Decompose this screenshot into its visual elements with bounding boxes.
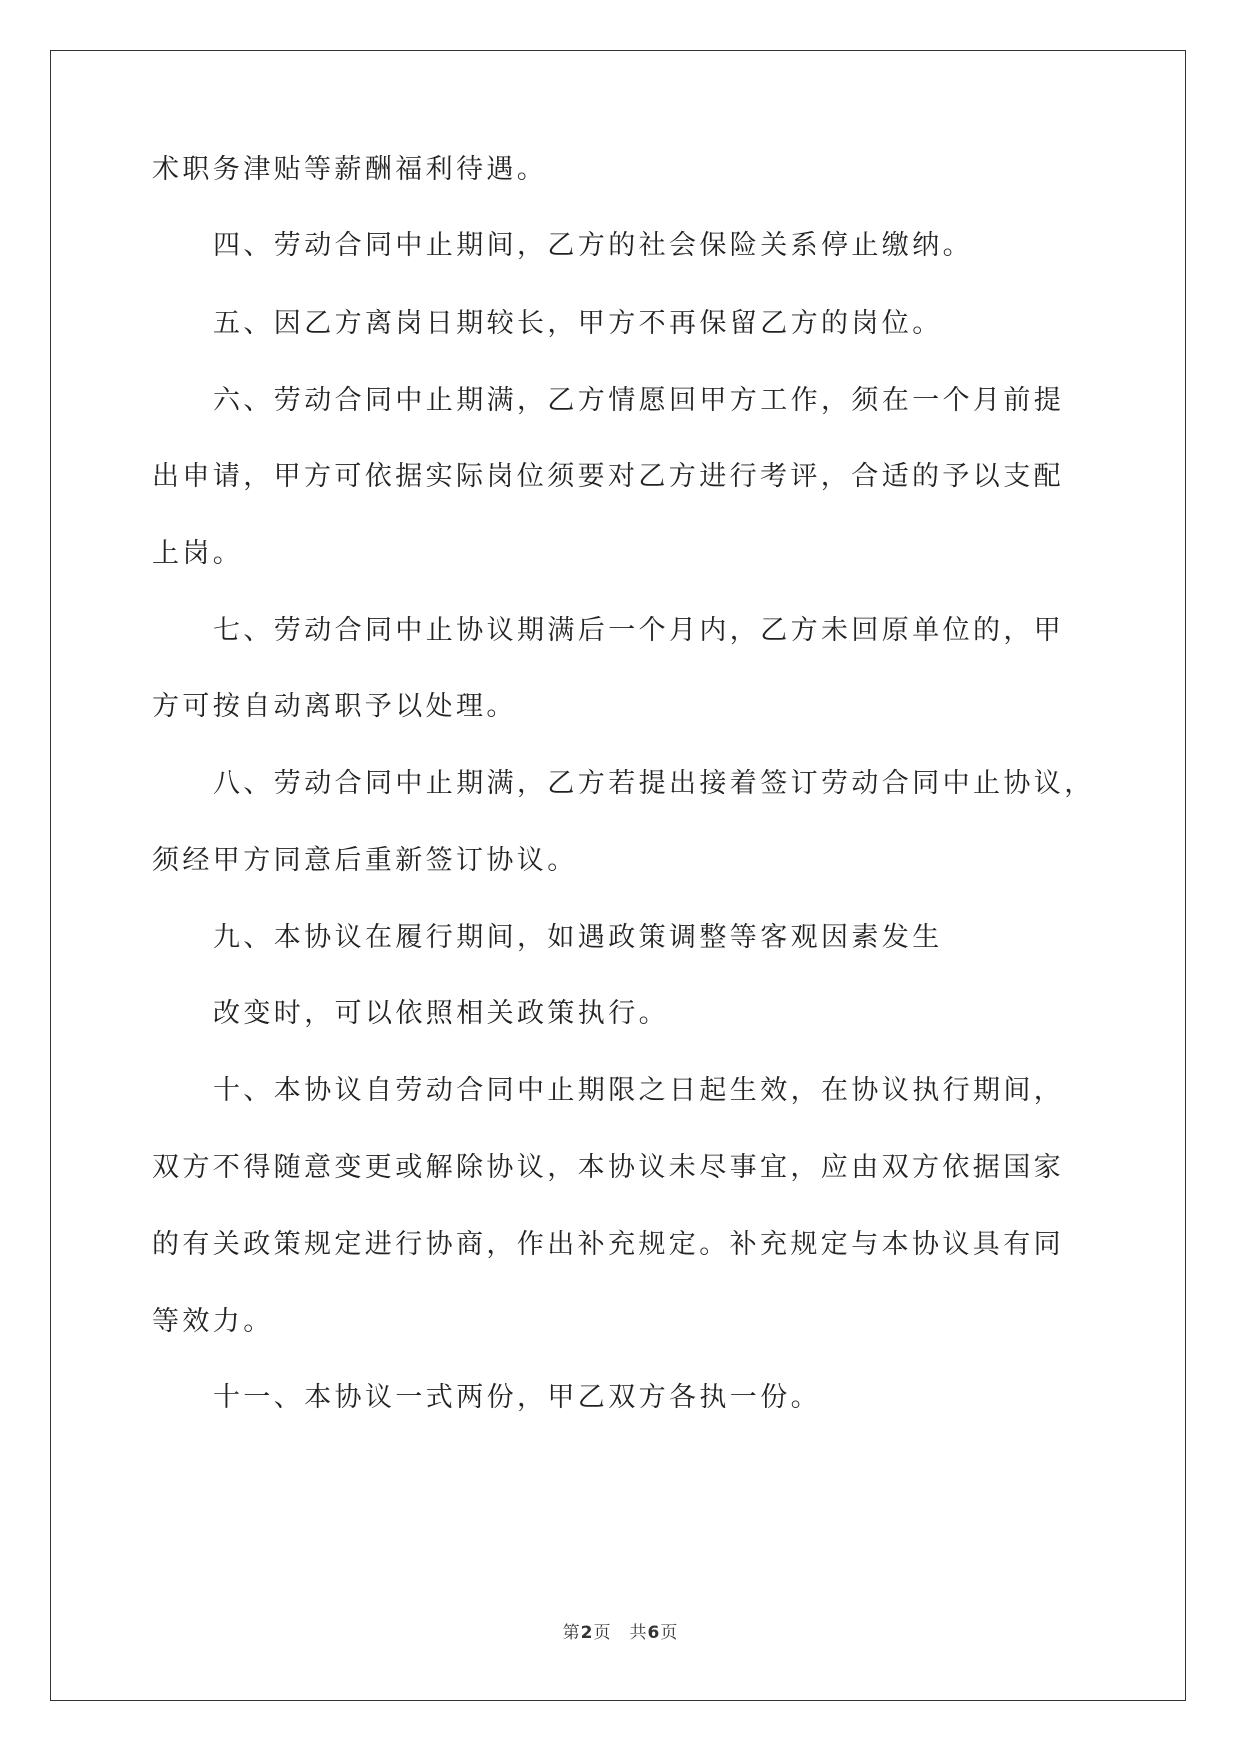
- total-pages: 6: [647, 1623, 661, 1643]
- text-line: 十、本协议自劳动合同中止期限之日起生效，在协议执行期间，: [213, 1075, 1065, 1106]
- text-line: 须经甲方同意后重新签订协议。: [152, 845, 578, 876]
- text-line: 等效力。: [152, 1306, 274, 1337]
- text-line: 九、本协议在履行期间，如遇政策调整等客观因素发生: [213, 922, 943, 953]
- text-line: 的有关政策规定进行协商，作出补充规定。补充规定与本协议具有同: [152, 1229, 1064, 1260]
- text-line: 四、劳动合同中止期间，乙方的社会保险关系停止缴纳。: [213, 230, 973, 261]
- total-suffix: 页: [660, 1623, 679, 1643]
- text-line: 十一、本协议一式两份，甲乙双方各执一份。: [213, 1382, 821, 1413]
- text-line: 方可按自动离职予以处理。: [152, 691, 517, 722]
- page-number: 2: [580, 1623, 594, 1643]
- text-line: 六、劳动合同中止期满，乙方情愿回甲方工作，须在一个月前提: [213, 385, 1065, 416]
- text-line: 七、劳动合同中止协议期满后一个月内，乙方未回原单位的，甲: [213, 615, 1065, 646]
- text-line: 五、因乙方离岗日期较长，甲方不再保留乙方的岗位。: [213, 308, 943, 339]
- text-line: 术职务津贴等薪酬福利待遇。: [152, 154, 548, 185]
- page-footer: [0, 1618, 1241, 1643]
- text-line: 上岗。: [152, 538, 244, 569]
- text-line: 八、劳动合同中止期满，乙方若提出接着签订劳动合同中止协议，: [213, 768, 1095, 799]
- text-line: 改变时，可以依照相关政策执行。: [213, 998, 669, 1029]
- total-prefix: 共: [629, 1623, 648, 1643]
- text-line: 双方不得随意变更或解除协议，本协议未尽事宜，应由双方依据国家: [152, 1152, 1064, 1183]
- text-line: 出申请，甲方可依据实际岗位须要对乙方进行考评，合适的予以支配: [152, 461, 1064, 492]
- page-prefix: 第: [562, 1623, 581, 1643]
- page-suffix: 页: [593, 1623, 612, 1643]
